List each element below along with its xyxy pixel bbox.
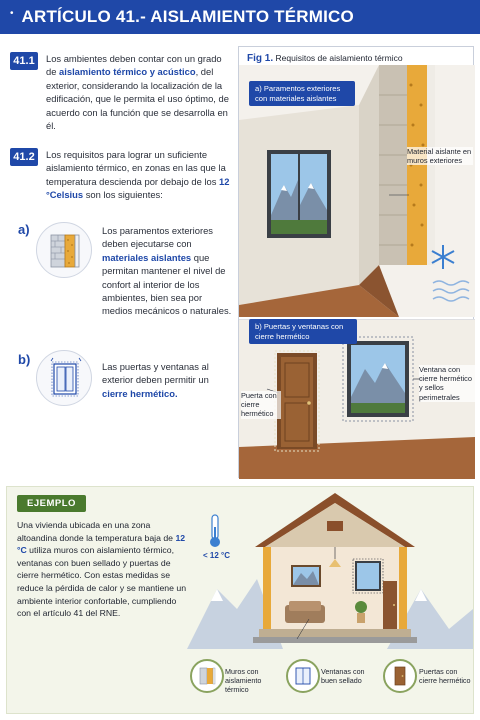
legend-label-doors: Puertas con cierre hermético: [419, 667, 471, 685]
house-illustration: [187, 489, 473, 649]
highlight-cierre: cierre hermético.: [102, 387, 178, 399]
highlight-12-celsius: 12 °Celsius: [46, 175, 230, 201]
legend-sealed-window-icon: [286, 659, 320, 693]
figure-title: Fig 1. Requisitos de aislamiento térmico: [247, 53, 403, 64]
section-number-41-1: 41.1: [10, 52, 38, 70]
example-panel: [6, 486, 474, 714]
page-header: [0, 0, 480, 34]
legend-insulated-wall-icon: [190, 659, 224, 693]
legend-label-walls: Muros con aislamiento térmico: [225, 667, 262, 694]
header-bullet: •: [10, 7, 14, 19]
label-insulation: Material aislante en muros exteriores: [407, 147, 472, 166]
item-a-text: Los paramentos exteriores deben ejecutarse con materiales aislantes que permitan mantener el nivel de confort al interior de los ambientes, bien sea por medios mecánicos o naturales.: [102, 225, 232, 317]
temperature-label: < 12 °C: [203, 551, 230, 560]
figure-tag-b: b) Puertas y ventanas con cierre hermético: [249, 319, 357, 344]
highlight-materiales: materiales aislantes: [102, 251, 192, 263]
highlight-aislamiento: aislamiento térmico y acústico: [59, 66, 196, 78]
item-a-letter: a): [18, 222, 30, 237]
label-window: Ventana con cierre hermético y sellos perimetrales: [419, 365, 475, 402]
label-door: Puerta con cierre hermético: [241, 391, 281, 419]
highlight-12-c: 12 °C: [17, 532, 186, 556]
page-title: ARTÍCULO 41.- AISLAMIENTO TÉRMICO: [21, 7, 354, 26]
legend-label-windows: Ventanas con buen sellado: [321, 667, 365, 685]
legend-sealed-door-icon: [383, 659, 417, 693]
figure-tag-a: a) Paramentos exteriores con materiales aislantes: [249, 81, 355, 106]
figure-panel: [238, 46, 474, 478]
insulated-wall-icon: [36, 222, 92, 278]
example-text: Una vivienda ubicada en una zona altoandina donde la temperatura baja de 12 °C utiliza muros con aislamiento térmico, ventanas con buen sellado y puertas de cierre hermético. Con estas medidas se reduce la pérdida de calor y se mantiene un ambiente interior confortable, cumpliendo con el artículo 41 del RNE.: [17, 520, 187, 619]
item-b-text: Las puertas y ventanas al exterior deben permitir un cierre hermético.: [102, 361, 209, 399]
item-b-letter: b): [18, 352, 31, 367]
section-41-2-text: Los requisitos para lograr un suficiente aislamiento térmico, en zonas en las que la temperatura descienda por debajo de los 12 °Celsius son los siguientes:: [46, 149, 230, 201]
section-number-41-2: 41.2: [10, 148, 38, 166]
example-tag: EJEMPLO: [17, 495, 86, 512]
section-41-1-text: Los ambientes deben contar con un grado de aislamiento térmico y acústico, del exterior, considerando la localización de la edificación, que le permita el uso óptimo, de acuerdo con la función que se desarrolla en él.: [46, 53, 229, 132]
sealed-window-door-icon: [36, 350, 92, 406]
